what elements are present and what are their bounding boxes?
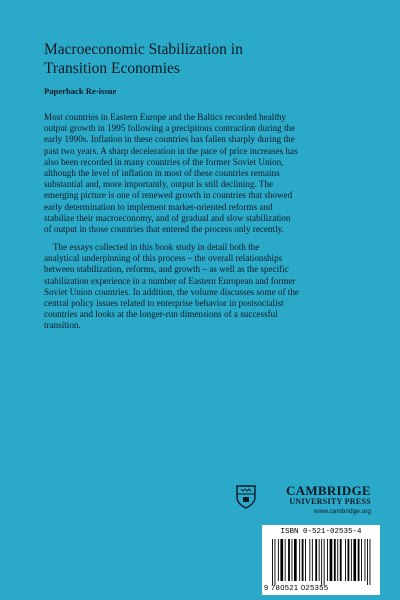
barcode-bar	[353, 539, 356, 581]
paragraph-line: also been recorded in many countries of the former Soviet Union,	[44, 156, 284, 167]
book-title-line-1: Macroeconomic Stabilization in	[44, 41, 243, 58]
barcode-bar	[351, 539, 352, 581]
paragraph-line: although the level of inflation in most of these countries remains	[44, 168, 280, 179]
paragraph-line: substantial and, more importantly, output is still declining. The	[44, 179, 274, 190]
barcode-bar	[278, 539, 279, 581]
edition-label: Paperback Re-issue	[44, 86, 117, 96]
barcode-bar	[319, 539, 320, 581]
barcode-bar	[292, 539, 293, 581]
publisher-url: www.cambridge.org	[313, 508, 371, 515]
publisher-name: CAMBRIDGE	[285, 483, 371, 498]
paragraph-line: emerging picture is one of renewed growth in countries that showed	[44, 190, 293, 201]
barcode-bar	[315, 539, 317, 581]
barcode-bar	[299, 539, 300, 581]
barcode-bar	[309, 539, 310, 581]
barcode-bar	[348, 539, 350, 581]
barcode-number: 9 780521 025355	[264, 583, 329, 592]
barcode-bar	[365, 539, 366, 581]
paragraph-line: past two years. A sharp deceleration in the pace of price increases has	[44, 145, 298, 156]
paragraph-line: of output in those countries that entered the process only recently.	[44, 224, 284, 235]
publisher-logo	[231, 484, 371, 516]
paragraph-line: Soviet Union countries. In addition, the volume discusses some of the	[44, 286, 299, 297]
paragraph-line: transition.	[44, 320, 81, 331]
paragraph-line: central policy issues related to enterprise behavior in postsocialist	[44, 298, 284, 309]
publisher-name-subtitle: UNIVERSITY PRESS	[289, 497, 371, 506]
barcode-bar	[340, 539, 342, 581]
paragraph-line: stabilize their macroeconomy, and of gradual and slow stabilization	[44, 212, 291, 223]
paragraph-line: The essays collected in this book study in detail both the	[44, 242, 260, 252]
barcode-bar	[345, 539, 346, 581]
paragraph-line: early 1990s. Inflation in these countries has fallen sharply during the	[44, 134, 295, 145]
barcode-bar	[370, 539, 371, 585]
barcode-bar	[285, 539, 286, 581]
barcode-bar	[312, 539, 313, 581]
paragraph-line: early determination to implement market-oriented reforms and	[44, 201, 273, 212]
barcode-bar	[321, 539, 322, 585]
paragraph-line: output growth in 1995 following a precipitous contraction during the	[44, 123, 296, 134]
description-paragraph-1	[44, 112, 366, 235]
barcode-bar	[361, 539, 362, 581]
book-title	[44, 40, 364, 78]
barcode-bar	[288, 539, 290, 581]
isbn-label: ISBN 0-521-02535-4	[280, 528, 362, 536]
paragraph-line: stabilization experience in a number of Eastern European and former	[44, 275, 296, 286]
barcode-bar	[272, 539, 273, 585]
paragraph-line: countries and looks at the longer-run dimensions of a successful	[44, 309, 278, 320]
barcode-bar	[334, 539, 336, 581]
book-title-line-2: Transition Economies	[44, 60, 180, 77]
barcode-icon	[270, 539, 374, 585]
barcode-bar	[327, 539, 328, 581]
barcode-bar	[275, 539, 276, 585]
paragraph-line: Most countries in Eastern Europe and the Baltics recorded healthy	[44, 112, 286, 122]
barcode-bar	[330, 539, 333, 581]
barcode-bar	[358, 539, 360, 581]
barcode-bar	[294, 539, 297, 581]
barcode-bar	[367, 539, 368, 585]
crest-icon	[235, 485, 257, 509]
barcode-bar	[337, 539, 338, 581]
barcode-bar	[324, 539, 325, 585]
paragraph-line: between stabilization, reforms, and growth – as well as the specific	[44, 264, 289, 275]
barcode-bar	[305, 539, 306, 581]
barcode-bar	[280, 539, 283, 581]
isbn-barcode-box	[262, 525, 380, 595]
paragraph-line: analytical underpinning of this process – the overall relationships	[44, 253, 283, 264]
description-paragraph-2	[44, 242, 366, 332]
barcode-bar	[302, 539, 304, 581]
